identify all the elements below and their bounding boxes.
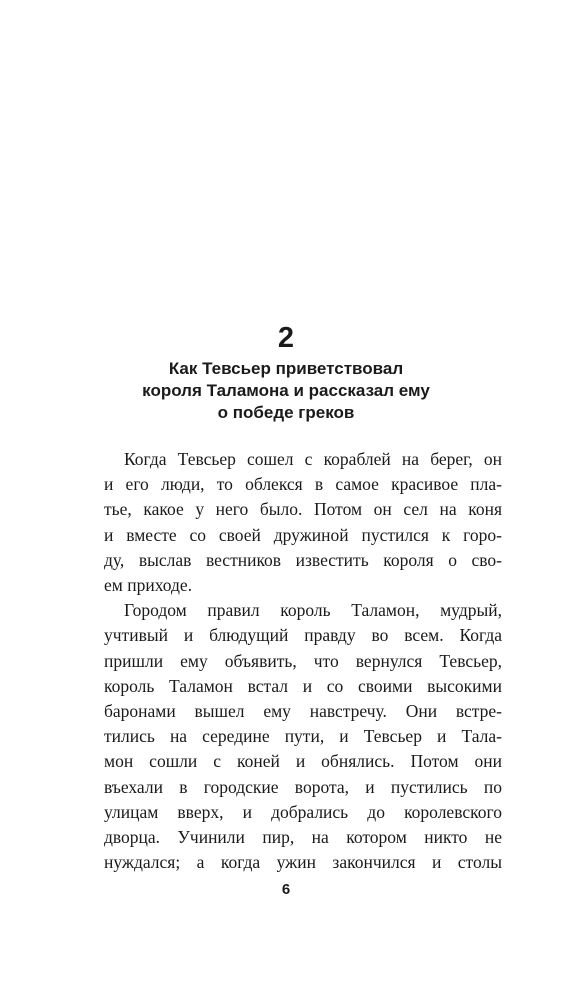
- text-line: ду, выслав вестников известить короля о сво-: [104, 549, 502, 570]
- text-line: и его люди, то облекся в самое красивое пла-: [104, 474, 502, 495]
- chapter-title: [100, 358, 472, 424]
- text-line: нуждался; а когда ужин закончился и столы: [104, 852, 502, 873]
- text-line: ем приходе.: [104, 575, 193, 596]
- text-line: учтивый и блюдущий правду во всем. Когда: [104, 625, 502, 646]
- body-text: [104, 447, 502, 875]
- text-line: Городом правил король Таламон, мудрый,: [124, 600, 502, 621]
- text-line: улицам вверх, и добрались до королевского: [104, 801, 502, 822]
- text-line: мон сошли с коней и обнялись. Потом они: [104, 751, 502, 772]
- chapter-number: 2: [277, 322, 295, 354]
- chapter-title-line: Как Тевсьер приветствовал: [168, 359, 404, 378]
- text-line: Когда Тевсьер сошел с кораблей на берег, он: [124, 449, 502, 469]
- text-line: баронами вышел ему навстречу. Они встре-: [104, 701, 502, 722]
- text-line: тье, какое у него было. Потом он сел на коня: [104, 499, 502, 520]
- text-line: въехали в городские ворота, и пустились по: [104, 776, 502, 797]
- chapter-title-line: короля Таламона и рассказал ему: [142, 381, 430, 400]
- text-line: тились на середине пути, и Тевсьер и Тала-: [104, 726, 502, 747]
- text-line: дворца. Учинили пир, на котором никто не: [104, 827, 502, 848]
- text-line: и вместе со своей дружиной пустился к горо-: [104, 524, 502, 545]
- text-line: пришли ему объявить, что вернулся Тевсьер,: [104, 650, 502, 671]
- chapter-title-line: о победе греков: [217, 403, 355, 422]
- text-line: король Таламон встал и со своими высокими: [104, 675, 502, 696]
- page-number: 6: [281, 881, 291, 898]
